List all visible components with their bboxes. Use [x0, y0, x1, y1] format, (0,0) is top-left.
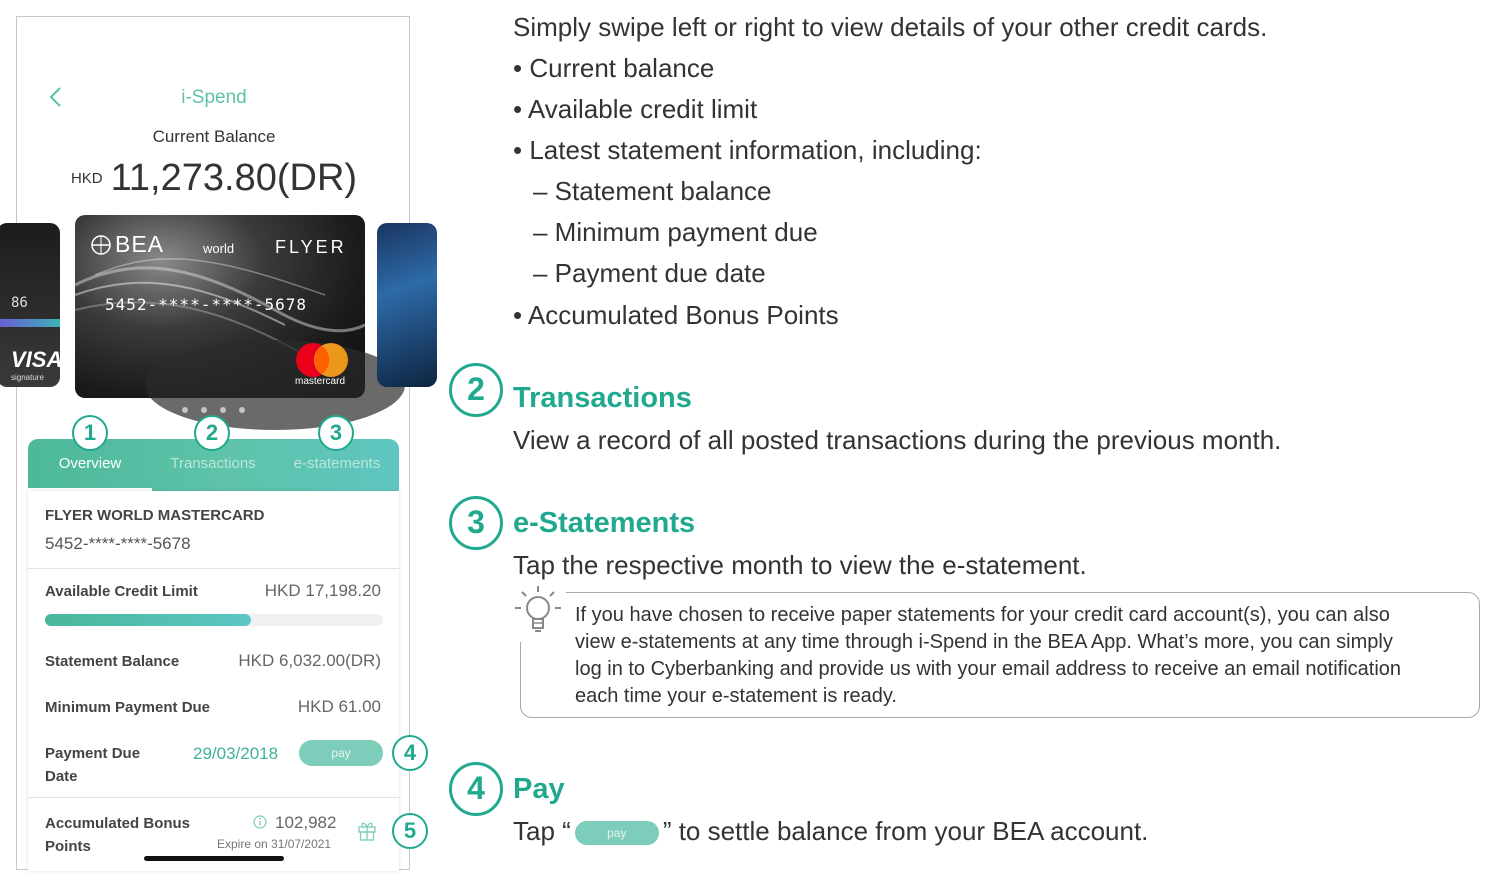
- credit-card-flyer-world[interactable]: [75, 215, 365, 398]
- callout-2: 2: [194, 415, 230, 451]
- pay-button[interactable]: pay: [299, 740, 383, 766]
- current-balance: [17, 157, 411, 200]
- bonus-points-label: [45, 815, 190, 862]
- available-credit-value: HKD 17,198.20: [264, 581, 381, 600]
- bea-logo-icon: [89, 233, 113, 257]
- bonus-points-value: 102,982: [275, 813, 337, 832]
- callout-1: 1: [72, 415, 108, 451]
- balance-value: 11,273.80(DR): [110, 157, 358, 199]
- estatements-heading: e-Statements: [513, 507, 696, 539]
- callout-4: 4: [392, 735, 428, 771]
- bullet-latest-statement: • Latest statement information, including:: [513, 135, 982, 165]
- divider: [28, 568, 399, 569]
- min-payment-value: HKD 61.00: [297, 697, 381, 716]
- current-balance-label: Current Balance: [152, 127, 276, 146]
- card-name: FLYER WORLD MASTERCARD: [45, 507, 265, 524]
- sub-payment-due-date: – Payment due date: [533, 258, 766, 288]
- home-indicator: [144, 856, 284, 861]
- credit-card-previous[interactable]: [0, 223, 63, 387]
- section-number-4: 4: [449, 762, 503, 816]
- bullet-available-credit: • Available credit limit: [513, 94, 758, 124]
- pay-body: [513, 816, 1148, 847]
- card-number: 5452-****-****-5678: [105, 295, 308, 314]
- available-credit-label: Available Credit Limit: [45, 583, 198, 600]
- card-tier: world: [203, 241, 235, 256]
- tip-line: each time your e-statement is ready.: [575, 685, 897, 707]
- pay-body-suffix: ” to settle balance from your BEA account.: [662, 816, 1149, 846]
- visa-logo: VISA: [11, 347, 63, 372]
- due-date-label-line2: Date: [45, 768, 78, 785]
- credit-usage-bar: [45, 614, 383, 626]
- statement-balance-value: HKD 6,032.00(DR): [238, 651, 381, 670]
- card-stripe: [0, 319, 60, 327]
- credit-usage-fill: [45, 614, 251, 626]
- carousel-dot[interactable]: [239, 407, 245, 413]
- carousel-dot[interactable]: [220, 407, 226, 413]
- sub-statement-balance: – Statement balance: [533, 176, 772, 206]
- sub-minimum-payment: – Minimum payment due: [533, 217, 818, 247]
- callout-3: 3: [318, 415, 354, 451]
- estatements-body: Tap the respective month to view the e-statement.: [513, 550, 1087, 580]
- bonus-label-line1: Accumulated Bonus: [45, 815, 191, 832]
- mastercard-logo-icon: [291, 341, 353, 379]
- credit-card-next[interactable]: [377, 223, 437, 387]
- bonus-expiry: Expire on 31/07/2021: [217, 837, 332, 851]
- pay-heading: Pay: [513, 773, 565, 805]
- bonus-label-line2: Points: [45, 838, 91, 855]
- intro-text: Simply swipe left or right to view details of your other credit cards.: [513, 12, 1268, 42]
- tip-line: If you have chosen to receive paper statements for your credit card account(s), you can also: [575, 604, 1390, 626]
- carousel-dot[interactable]: [182, 407, 188, 413]
- tab-overview-label[interactable]: Overview: [58, 455, 122, 472]
- pay-button-illustration: pay: [575, 821, 659, 845]
- statement-balance-label: Statement Balance: [45, 653, 180, 670]
- divider: [28, 797, 399, 798]
- card-bank-name: BEA: [115, 231, 165, 257]
- due-date-value: 29/03/2018: [193, 744, 279, 763]
- card-network: mastercard: [295, 376, 346, 387]
- min-payment-label: Minimum Payment Due: [45, 699, 211, 716]
- page-title: i-Spend: [181, 87, 247, 108]
- bullet-bonus-points: • Accumulated Bonus Points: [513, 300, 839, 330]
- pay-body-prefix: Tap “: [513, 816, 571, 846]
- due-date-label-line1: Payment Due: [45, 745, 141, 762]
- phone-screen: [11, 16, 417, 870]
- card-digits: 86: [11, 295, 28, 311]
- info-icon[interactable]: [253, 815, 267, 829]
- due-date-label: [45, 745, 140, 792]
- card-product-name: FLYER: [275, 237, 347, 257]
- gift-icon[interactable]: [357, 819, 377, 841]
- section-number-2: 2: [449, 363, 503, 417]
- tip-line: view e-statements at any time through i-Spend in the BEA App. What’s more, you can simply: [575, 631, 1393, 653]
- card-tier: signature: [11, 373, 44, 382]
- balance-currency: HKD: [70, 170, 103, 187]
- tip-line: log in to Cyberbanking and provide us with your email address to receive an email notification: [575, 658, 1402, 680]
- bullet-current-balance: • Current balance: [513, 53, 715, 83]
- carousel-dot[interactable]: [201, 407, 207, 413]
- lightbulb-icon: [510, 582, 566, 642]
- section-number-3: 3: [449, 496, 503, 550]
- card-number: 5452-****-****-5678: [45, 534, 191, 553]
- callout-5: 5: [392, 813, 428, 849]
- tab-transactions[interactable]: Transactions: [170, 455, 256, 472]
- transactions-heading: Transactions: [513, 382, 692, 414]
- tab-e-statements[interactable]: e-statements: [293, 455, 381, 472]
- transactions-body: View a record of all posted transactions during the previous month.: [513, 425, 1282, 455]
